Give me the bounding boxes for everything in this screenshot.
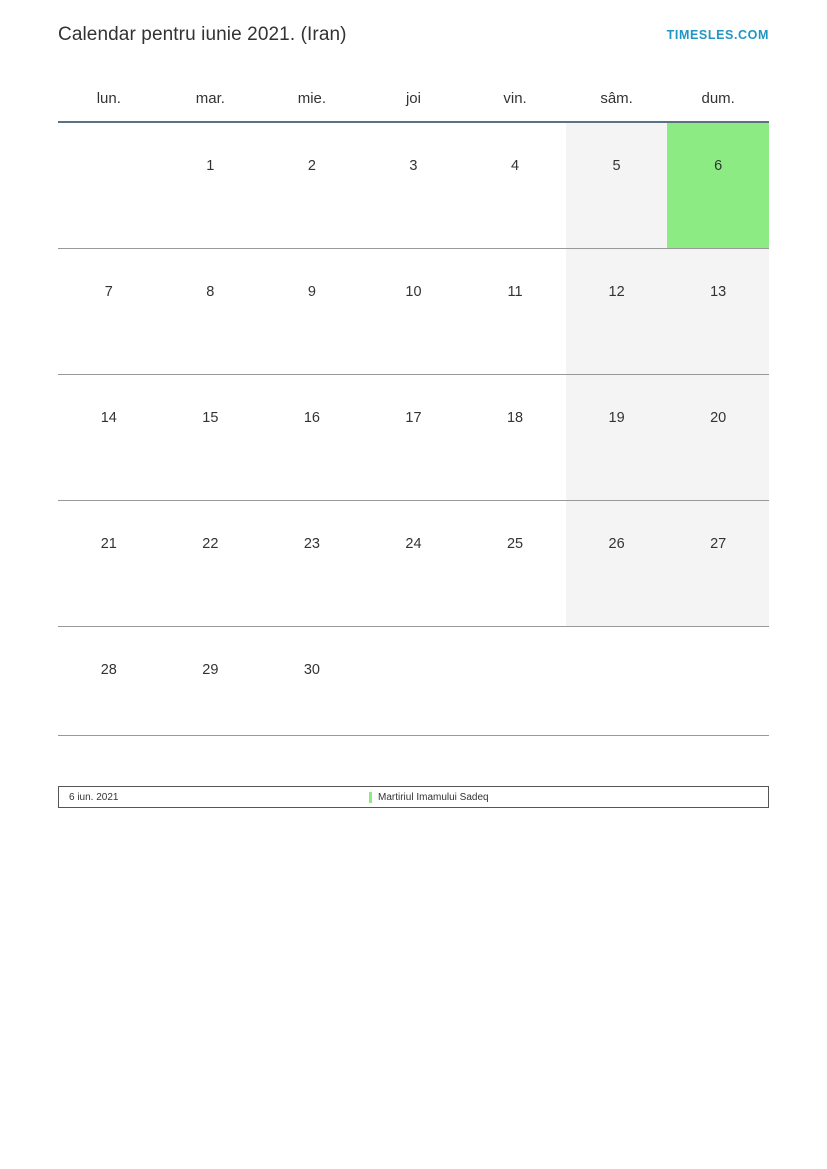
day-number: 27	[710, 536, 727, 552]
day-number: 20	[710, 410, 727, 426]
day-number: 15	[202, 410, 219, 426]
day-number: 17	[405, 410, 422, 426]
calendar-day-cell[interactable]	[566, 122, 668, 249]
page-header	[58, 20, 769, 50]
calendar-day-cell[interactable]	[363, 122, 465, 249]
calendar-week-row	[58, 501, 769, 627]
calendar-day-cell[interactable]	[160, 122, 262, 249]
calendar-week-row	[58, 627, 769, 736]
day-number: 11	[507, 284, 523, 300]
calendar-day-cell[interactable]	[160, 375, 262, 501]
calendar-week-row	[58, 249, 769, 375]
calendar-day-cell[interactable]	[261, 375, 363, 501]
day-number: 16	[303, 410, 320, 426]
day-number: 25	[506, 536, 524, 552]
calendar-day-cell[interactable]	[58, 627, 160, 736]
calendar-day-cell[interactable]	[160, 249, 262, 375]
day-number	[464, 627, 566, 663]
day-number: 2	[307, 158, 316, 174]
calendar-day-cell[interactable]	[160, 627, 262, 736]
legend-event	[369, 792, 489, 803]
day-number: 23	[303, 536, 320, 552]
day-number: 18	[506, 410, 524, 426]
day-number: 4	[510, 158, 520, 174]
calendar-day-cell[interactable]	[566, 249, 668, 375]
day-number: 22	[202, 536, 219, 552]
calendar-day-cell[interactable]	[566, 375, 668, 501]
site-brand-link[interactable]: TIMESLES.COM	[666, 28, 769, 42]
weekday-header-fri: vin.	[464, 82, 566, 122]
day-number: 1	[206, 158, 215, 174]
calendar-day-cell[interactable]	[464, 122, 566, 249]
day-number	[667, 627, 769, 663]
day-number: 26	[608, 536, 625, 552]
day-number: 3	[409, 158, 418, 174]
page-title: Calendar pentru iunie 2021. (Iran)	[58, 24, 347, 45]
calendar-day-cell[interactable]	[667, 249, 769, 375]
calendar-day-cell[interactable]	[464, 249, 566, 375]
day-number: 24	[405, 536, 422, 552]
day-number: 12	[608, 284, 625, 300]
calendar-day-cell[interactable]	[464, 501, 566, 627]
day-number: 19	[608, 410, 625, 426]
legend-event-label: Martiriul Imamului Sadeq	[378, 791, 489, 803]
legend-date: 6 iun. 2021	[69, 791, 119, 803]
calendar-day-cell[interactable]	[667, 501, 769, 627]
calendar-day-cell[interactable]	[363, 375, 465, 501]
day-number: 30	[303, 662, 320, 678]
weekday-header-wed: mie.	[261, 82, 363, 122]
calendar-day-cell[interactable]	[566, 501, 668, 627]
day-number	[566, 627, 668, 663]
calendar-day-cell[interactable]	[464, 375, 566, 501]
calendar-day-cell[interactable]	[261, 627, 363, 736]
day-number	[363, 627, 465, 663]
calendar-day-cell[interactable]	[261, 501, 363, 627]
calendar-day-cell	[363, 627, 465, 736]
day-number	[58, 123, 160, 159]
weekday-header-tue: mar.	[160, 82, 262, 122]
holiday-color-swatch-icon	[369, 792, 372, 803]
weekday-header-thu: joi	[363, 82, 465, 122]
calendar-table	[58, 82, 769, 736]
weekday-header-row	[58, 82, 769, 122]
calendar-day-cell[interactable]	[58, 501, 160, 627]
calendar-day-cell	[566, 627, 668, 736]
day-number: 8	[206, 284, 215, 300]
day-number: 6	[714, 158, 723, 174]
calendar-day-cell[interactable]	[58, 249, 160, 375]
day-number: 5	[612, 158, 621, 174]
calendar-day-cell[interactable]	[363, 501, 465, 627]
calendar-day-cell[interactable]	[58, 375, 160, 501]
calendar-day-cell[interactable]	[160, 501, 262, 627]
day-number: 7	[104, 284, 113, 300]
calendar-week-row	[58, 122, 769, 249]
day-number: 29	[202, 662, 219, 678]
calendar-day-cell[interactable]	[667, 375, 769, 501]
calendar-day-cell[interactable]	[261, 249, 363, 375]
calendar-day-cell-holiday[interactable]	[667, 122, 769, 249]
day-number: 28	[100, 662, 117, 678]
holiday-legend	[58, 786, 769, 808]
calendar-day-cell	[464, 627, 566, 736]
calendar-day-cell	[58, 122, 160, 249]
day-number: 10	[405, 284, 422, 300]
day-number: 9	[307, 284, 316, 300]
weekday-header-sun: dum.	[667, 82, 769, 122]
day-number: 13	[710, 284, 727, 300]
calendar-day-cell[interactable]	[363, 249, 465, 375]
calendar-day-cell[interactable]	[261, 122, 363, 249]
day-number: 21	[100, 536, 117, 552]
weekday-header-sat: sâm.	[566, 82, 668, 122]
weekday-header-mon: lun.	[58, 82, 160, 122]
calendar-week-row	[58, 375, 769, 501]
calendar-day-cell	[667, 627, 769, 736]
day-number: 14	[100, 410, 117, 426]
